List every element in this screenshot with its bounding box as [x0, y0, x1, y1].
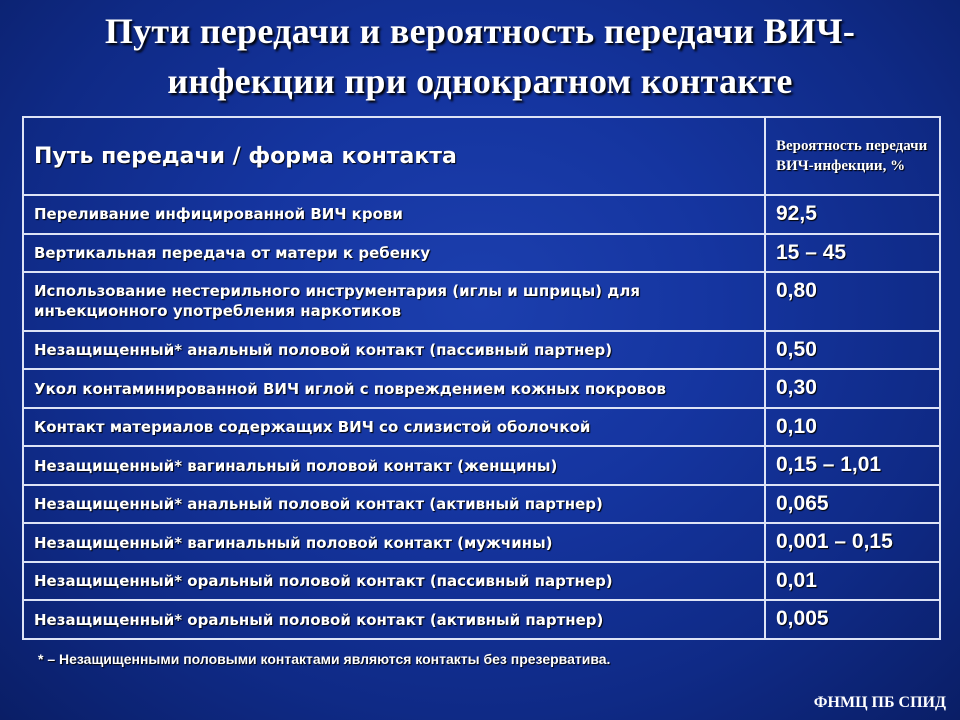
route-cell: Незащищенный* вагинальный половой контакт (женщины): [23, 446, 765, 485]
route-cell: Использование нестерильного инструментария (иглы и шприцы) для инъекционного употребления наркотиков: [23, 272, 765, 331]
table-row: [23, 272, 940, 331]
table-row: [23, 523, 940, 562]
probability-cell: 0,30: [765, 369, 940, 408]
probability-cell: 92,5: [765, 195, 940, 234]
route-cell: Переливание инфицированной ВИЧ крови: [23, 195, 765, 234]
slide-title-line-2: инфекции при однократном контакте: [167, 61, 793, 101]
route-cell: Вертикальная передача от матери к ребенку: [23, 234, 765, 273]
transmission-table: [22, 116, 941, 640]
route-cell: Незащищенный* анальный половой контакт (пассивный партнер): [23, 331, 765, 370]
table-row: [23, 562, 940, 601]
header-route: Путь передачи / форма контакта: [23, 117, 765, 195]
probability-cell: 0,10: [765, 408, 940, 447]
probability-cell: 0,01: [765, 562, 940, 601]
table-row: [23, 369, 940, 408]
table-row: [23, 600, 940, 639]
slide-title-line-1: Пути передачи и вероятность передачи ВИЧ-: [104, 11, 856, 51]
header-probability: Вероятность передачи ВИЧ-инфекции, %: [765, 117, 940, 195]
table-row: [23, 331, 940, 370]
probability-cell: 0,50: [765, 331, 940, 370]
table-row: [23, 446, 940, 485]
table-row: [23, 195, 940, 234]
probability-cell: 0,065: [765, 485, 940, 524]
table-header-row: [23, 117, 940, 195]
route-cell: Незащищенный* анальный половой контакт (активный партнер): [23, 485, 765, 524]
table-body: [23, 195, 940, 639]
table-row: [23, 234, 940, 273]
route-cell: Незащищенный* вагинальный половой контакт (мужчины): [23, 523, 765, 562]
slide-title: [20, 6, 940, 106]
probability-cell: 0,005: [765, 600, 940, 639]
route-cell: Незащищенный* оральный половой контакт (пассивный партнер): [23, 562, 765, 601]
route-cell: Контакт материалов содержащих ВИЧ со слизистой оболочкой: [23, 408, 765, 447]
probability-cell: 0,001 – 0,15: [765, 523, 940, 562]
table-row: [23, 485, 940, 524]
probability-cell: 0,80: [765, 272, 940, 331]
probability-cell: 0,15 – 1,01: [765, 446, 940, 485]
table-row: [23, 408, 940, 447]
footnote: * – Незащищенными половыми контактами являются контакты без презерватива.: [38, 651, 611, 667]
organization-label: ФНМЦ ПБ СПИД: [813, 694, 946, 711]
probability-cell: 15 – 45: [765, 234, 940, 273]
route-cell: Укол контаминированной ВИЧ иглой с повреждением кожных покровов: [23, 369, 765, 408]
route-cell: Незащищенный* оральный половой контакт (активный партнер): [23, 600, 765, 639]
